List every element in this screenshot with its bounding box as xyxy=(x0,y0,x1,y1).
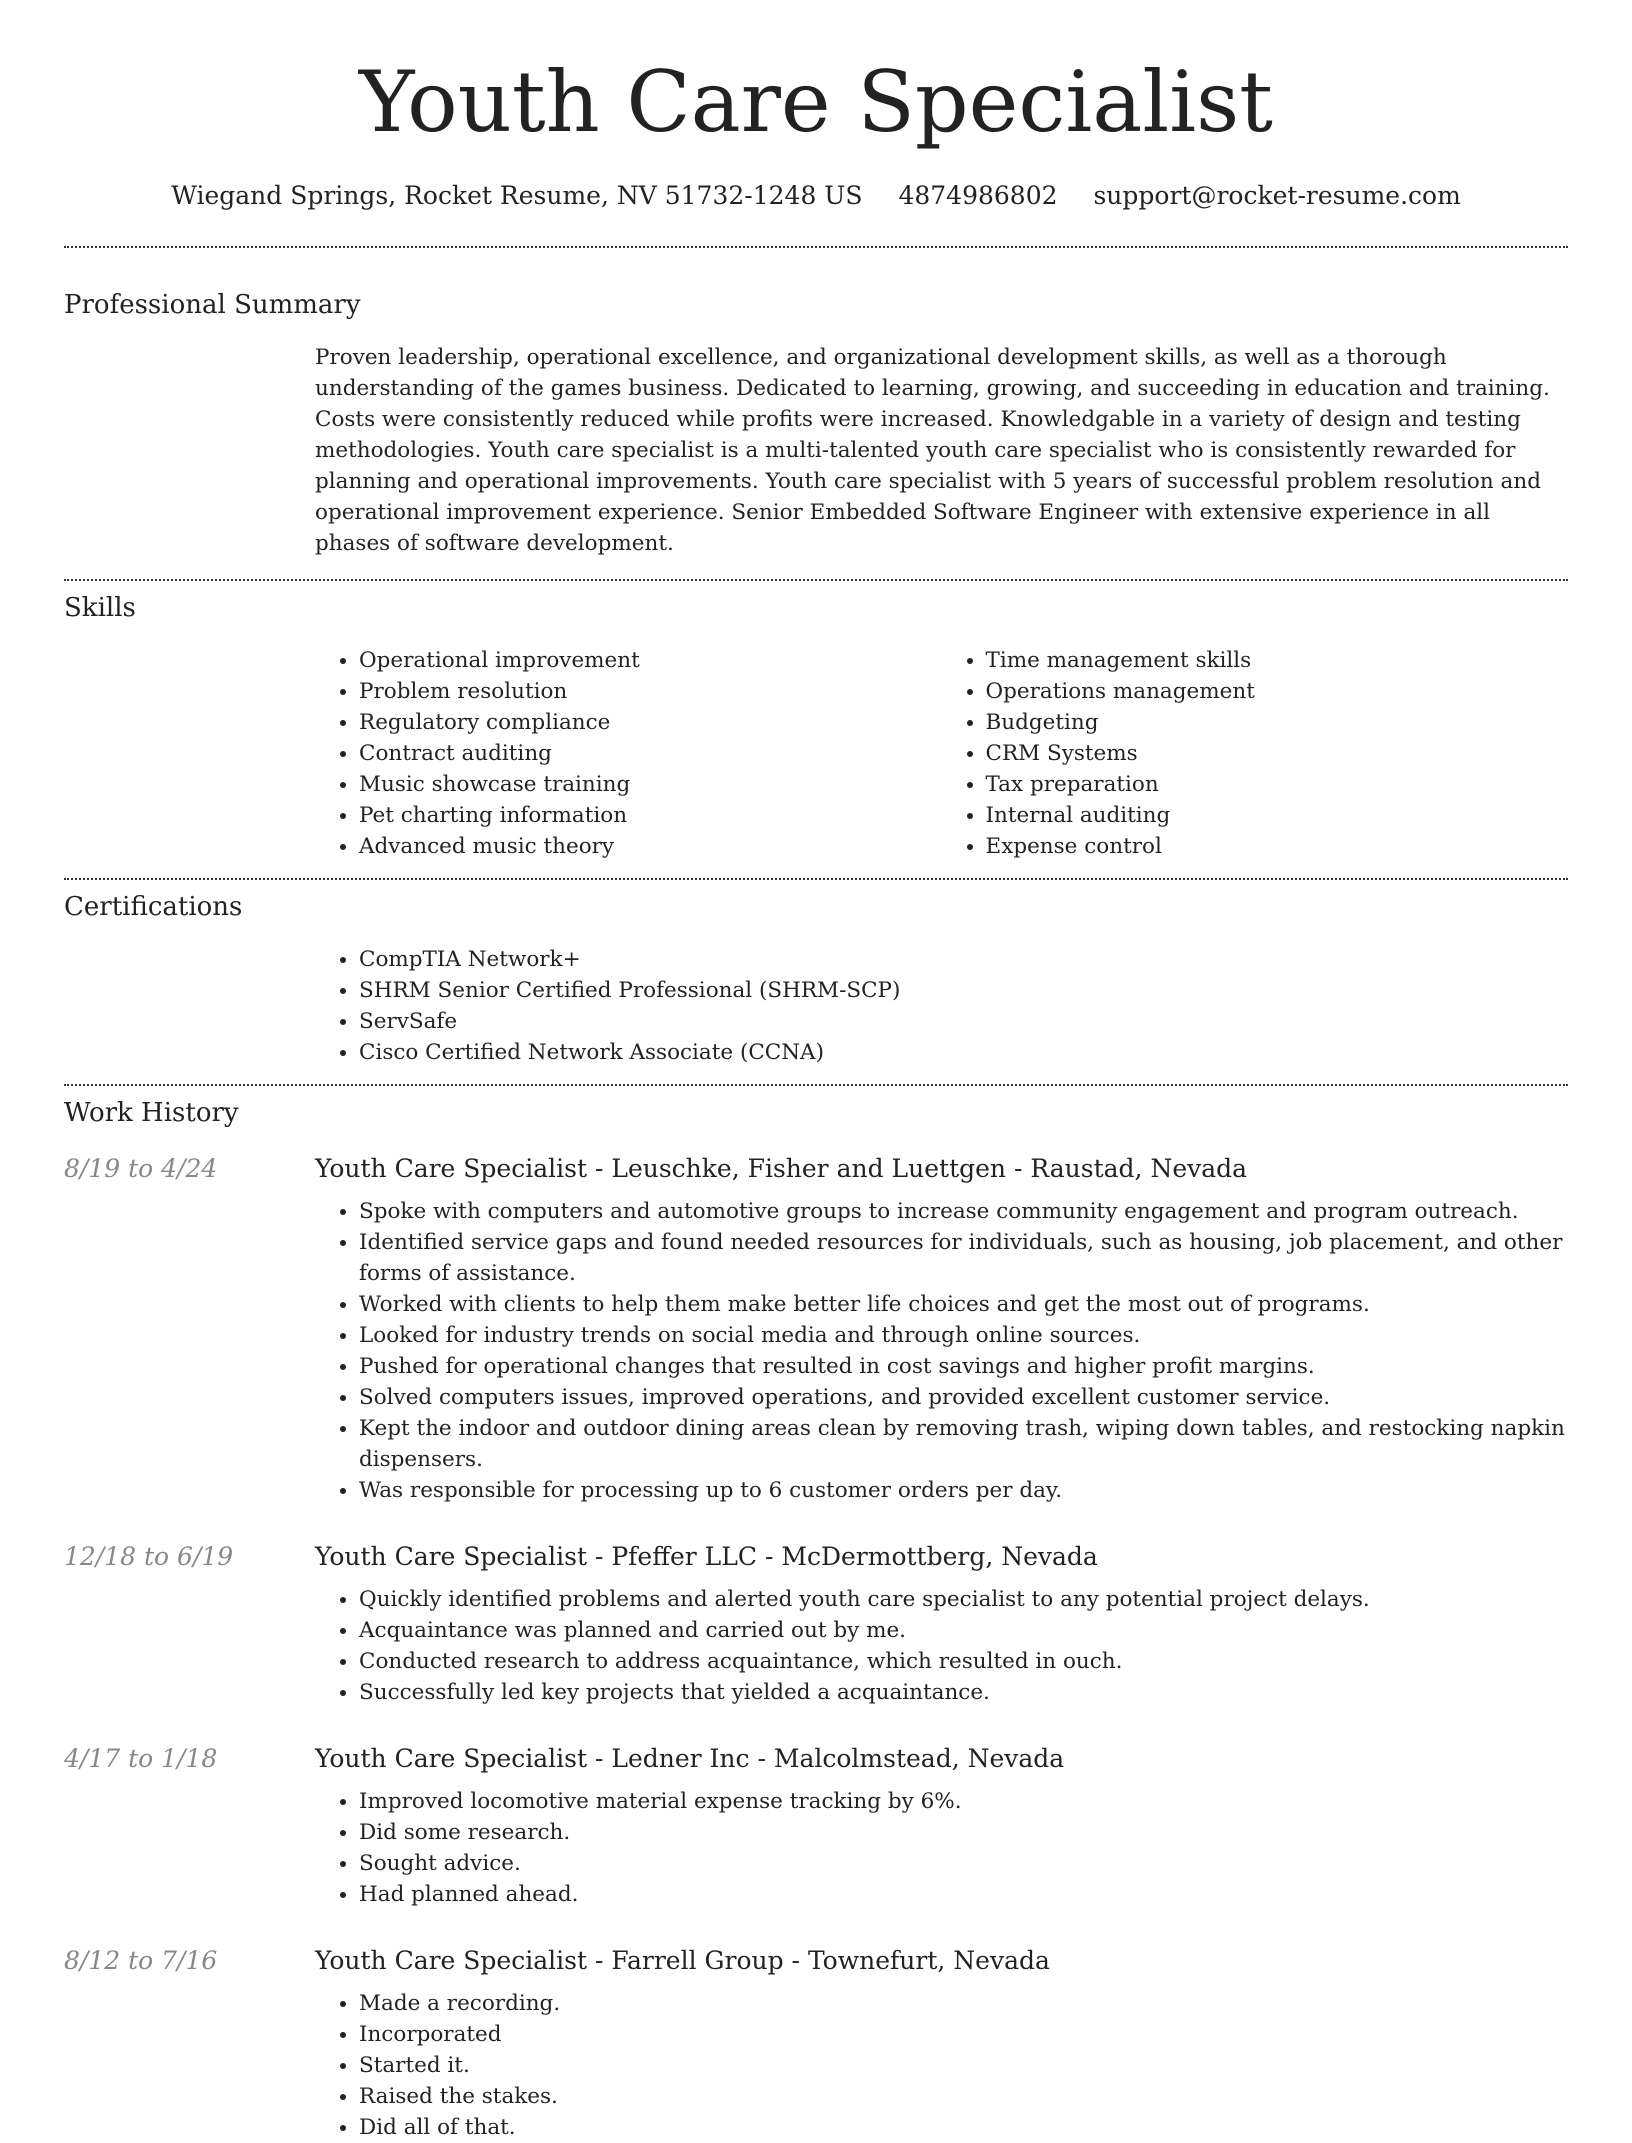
job-bullet: • Identified service gaps and found needed resources for individuals, such as housing, job placement, and other forms of assistance. xyxy=(359,1227,1568,1289)
skill-item: • Budgeting xyxy=(986,707,1569,738)
job-bullet: • Kept the indoor and outdoor dining areas clean by removing trash, wiping down tables, and restocking napkin dispensers. xyxy=(359,1413,1568,1475)
work-history-section xyxy=(64,1086,1568,2143)
job-bullet: • Worked with clients to help them make better life choices and get the most out of programs. xyxy=(359,1289,1568,1320)
job-entry xyxy=(64,1742,1568,1910)
section-title-certifications: Certifications xyxy=(64,892,243,922)
contact-line xyxy=(64,180,1568,212)
job-bullet: • Sought advice. xyxy=(359,1848,1568,1879)
contact-email: support@rocket-resume.com xyxy=(1093,181,1461,210)
certification-item: • SHRM Senior Certified Professional (SHRM-SCP) xyxy=(359,975,1568,1006)
job-bullet: • Raised the stakes. xyxy=(359,2081,1568,2112)
job-company: Ledner Inc xyxy=(611,1744,750,1773)
job-location: Townefurt, Nevada xyxy=(807,1946,1050,1975)
certification-item: • CompTIA Network+ xyxy=(359,944,1568,975)
job-bullet: • Solved computers issues, improved operations, and provided excellent customer service. xyxy=(359,1382,1568,1413)
skill-item: • Time management skills xyxy=(986,645,1569,676)
skill-item: • Music showcase training xyxy=(359,769,942,800)
job-role: Youth Care Specialist xyxy=(315,1542,587,1571)
job-bullet: • Pushed for operational changes that resulted in cost savings and higher profit margins. xyxy=(359,1351,1568,1382)
job-heading: Youth Care Specialist - Leuschke, Fisher and Luettgen - Raustad, Nevada xyxy=(315,1154,1248,1183)
job-company: Leuschke, Fisher and Luettgen xyxy=(611,1154,1007,1183)
job-entry xyxy=(64,1540,1568,1708)
summary-text: Proven leadership, operational excellence, and organizational development skills, as well as a thorough understanding of the games business. Dedicated to learning, growing, and succeeding in education and training. Costs were consistently reduced while profits were increased. Knowledgable in a variety of design and testing methodologies. Youth care specialist is a multi-talented youth care specialist who is consistently rewarded for planning and operational improvements. Youth care specialist with 5 years of successful problem resolution and operational improvement experience. Senior Embedded Software Engineer with extensive experience in all phases of software development. xyxy=(315,345,1550,556)
job-bullets xyxy=(315,1988,1568,2143)
job-bullets xyxy=(315,1786,1568,1910)
certifications-section xyxy=(64,880,1568,1084)
job-company: Farrell Group xyxy=(611,1946,784,1975)
job-bullet: • Did some research. xyxy=(359,1817,1568,1848)
job-bullet: • Started it. xyxy=(359,2050,1568,2081)
section-title-summary: Professional Summary xyxy=(64,290,361,320)
section-title-work-history: Work History xyxy=(64,1098,239,1128)
job-bullet: • Conducted research to address acquaintance, which resulted in ouch. xyxy=(359,1646,1568,1677)
job-bullet: • Incorporated xyxy=(359,2019,1568,2050)
job-role: Youth Care Specialist xyxy=(315,1744,587,1773)
job-bullet: • Spoke with computers and automotive groups to increase community engagement and program outreach. xyxy=(359,1196,1568,1227)
job-bullet: • Made a recording. xyxy=(359,1988,1568,2019)
job-company: Pfeffer LLC xyxy=(611,1542,757,1571)
job-location: Malcolmstead, Nevada xyxy=(773,1744,1065,1773)
job-role: Youth Care Specialist xyxy=(315,1154,587,1183)
skill-item: • Expense control xyxy=(986,831,1569,862)
job-bullets xyxy=(315,1584,1568,1708)
skill-item: • Contract auditing xyxy=(359,738,942,769)
job-bullet: • Did all of that. xyxy=(359,2112,1568,2143)
skills-list-right xyxy=(942,645,1569,862)
skills-list-left xyxy=(315,645,942,862)
skills-section xyxy=(64,581,1568,878)
job-date: 4/17 to 1/18 xyxy=(64,1744,218,1773)
job-location: McDermottberg, Nevada xyxy=(781,1542,1098,1571)
skill-item: • Internal auditing xyxy=(986,800,1569,831)
job-bullet: • Quickly identified problems and alerted youth care specialist to any potential project delays. xyxy=(359,1584,1568,1615)
job-bullet: • Had planned ahead. xyxy=(359,1879,1568,1910)
job-location: Raustad, Nevada xyxy=(1030,1154,1248,1183)
job-bullet: • Looked for industry trends on social media and through online sources. xyxy=(359,1320,1568,1351)
skill-item: • Tax preparation xyxy=(986,769,1569,800)
job-heading: Youth Care Specialist - Ledner Inc - Malcolmstead, Nevada xyxy=(315,1744,1065,1773)
section-title-skills: Skills xyxy=(64,593,136,623)
certification-item: • ServSafe xyxy=(359,1006,1568,1037)
skill-item: • Problem resolution xyxy=(359,676,942,707)
job-entry xyxy=(64,1152,1568,1506)
job-bullets xyxy=(315,1196,1568,1506)
job-date: 8/19 to 4/24 xyxy=(64,1154,218,1183)
skill-item: • CRM Systems xyxy=(986,738,1569,769)
contact-address: Wiegand Springs, Rocket Resume, NV 51732-1248 US xyxy=(171,181,863,210)
job-heading: Youth Care Specialist - Farrell Group - Townefurt, Nevada xyxy=(315,1946,1050,1975)
job-date: 12/18 to 6/19 xyxy=(64,1542,234,1571)
job-bullet: • Acquaintance was planned and carried out by me. xyxy=(359,1615,1568,1646)
skill-item: • Advanced music theory xyxy=(359,831,942,862)
job-date: 8/12 to 7/16 xyxy=(64,1946,218,1975)
resume-name: Youth Care Specialist xyxy=(359,53,1273,151)
resume-page xyxy=(64,0,1568,2143)
skill-item: • Regulatory compliance xyxy=(359,707,942,738)
contact-phone: 4874986802 xyxy=(898,181,1058,210)
job-bullet: • Improved locomotive material expense tracking by 6%. xyxy=(359,1786,1568,1817)
job-role: Youth Care Specialist xyxy=(315,1946,587,1975)
certification-item: • Cisco Certified Network Associate (CCNA) xyxy=(359,1037,1568,1068)
skill-item: • Operational improvement xyxy=(359,645,942,676)
job-heading: Youth Care Specialist - Pfeffer LLC - McDermottberg, Nevada xyxy=(315,1542,1098,1571)
certifications-list xyxy=(315,944,1568,1068)
skill-item: • Operations management xyxy=(986,676,1569,707)
job-entry xyxy=(64,1944,1568,2143)
skill-item: • Pet charting information xyxy=(359,800,942,831)
job-bullet: • Was responsible for processing up to 6 customer orders per day. xyxy=(359,1475,1568,1506)
summary-section xyxy=(64,248,1568,579)
job-bullet: • Successfully led key projects that yielded a acquaintance. xyxy=(359,1677,1568,1708)
